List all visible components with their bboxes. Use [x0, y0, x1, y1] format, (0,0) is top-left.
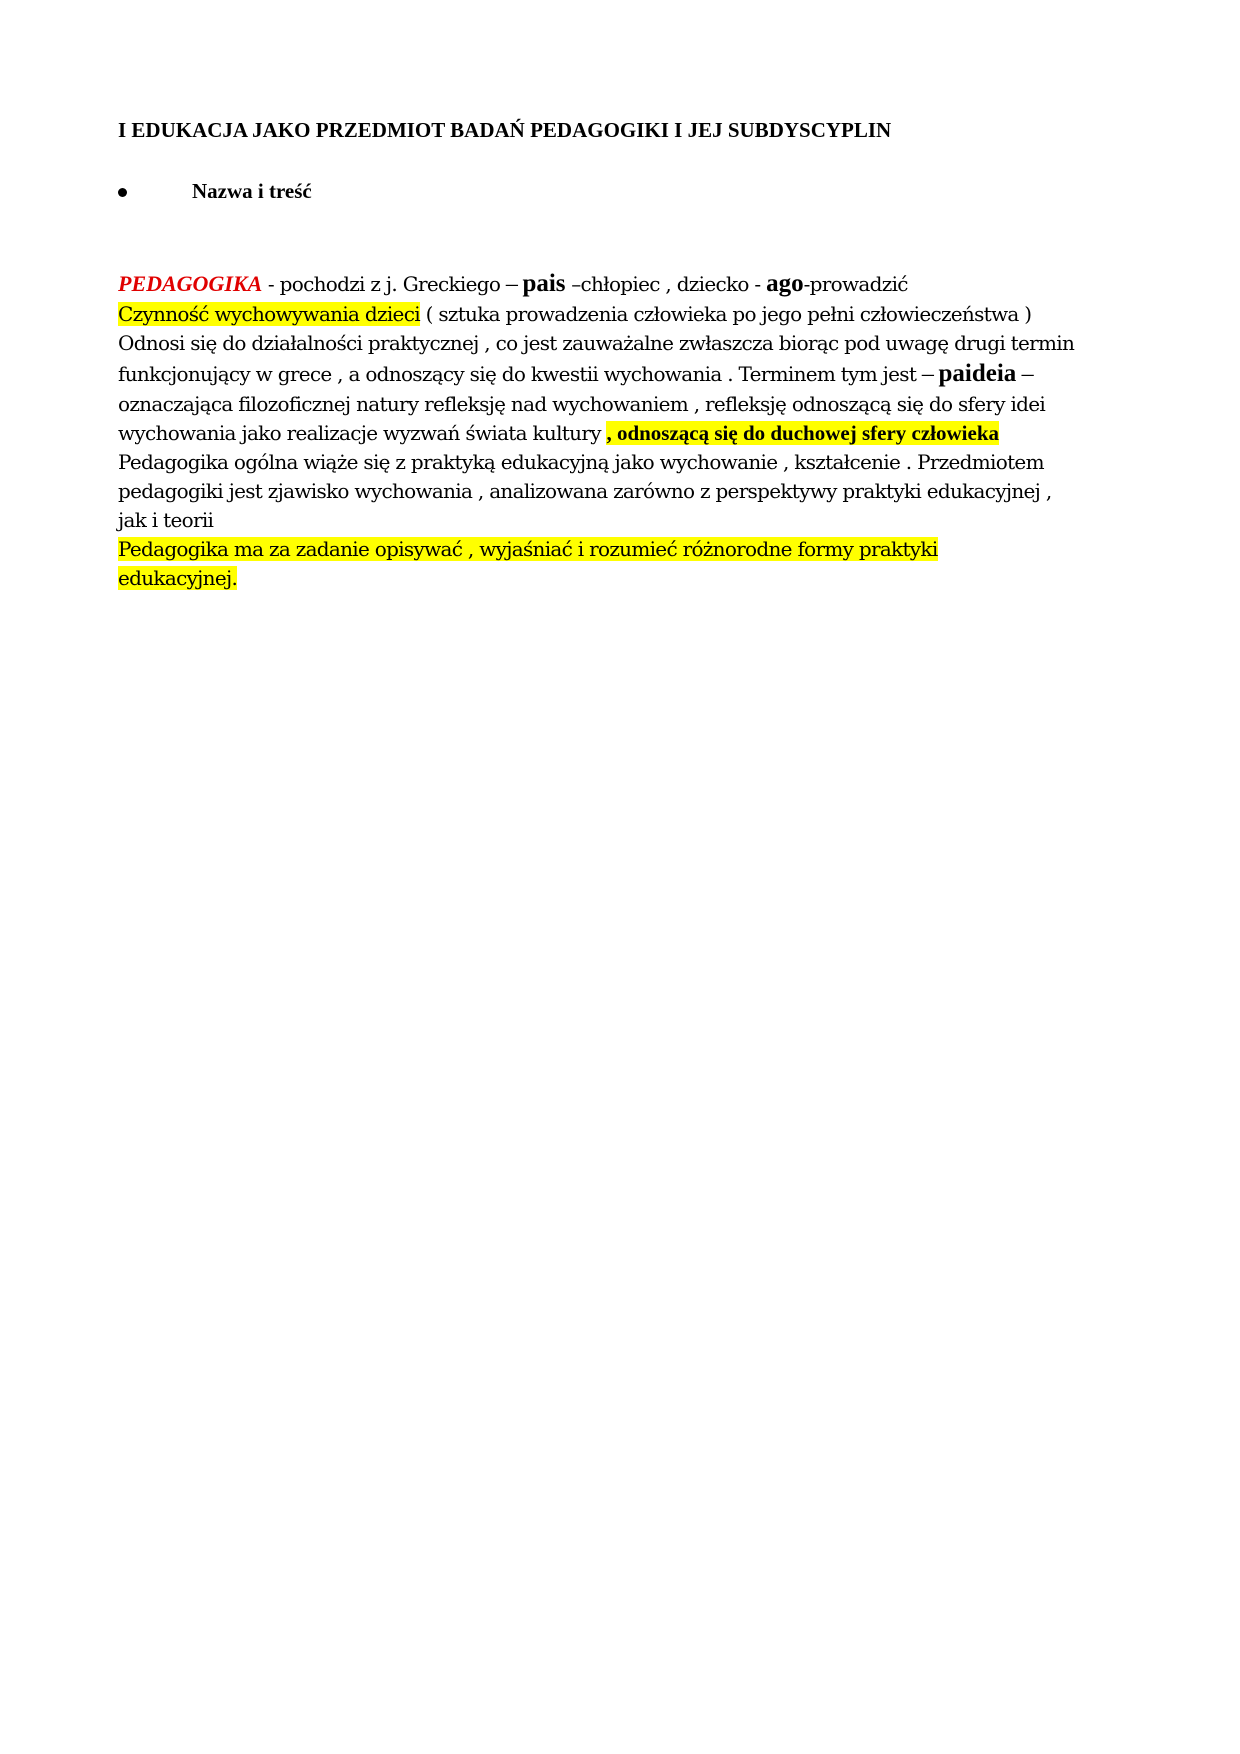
paragraph-line	[118, 268, 1148, 300]
term-pedagogika: PEDAGOGIKA	[118, 271, 263, 296]
paragraph-line	[118, 300, 1148, 329]
document-heading: I EDUKACJA JAKO PRZEDMIOT BADAŃ PEDAGOGIKI I JEJ SUBDYSCYPLIN	[118, 118, 892, 142]
text-run: funkcjonujący w grece , a odnoszący się do kwestii wychowania . Terminem tym jest	[118, 362, 922, 386]
text-run: -prowadzić	[803, 272, 908, 296]
paragraph-line	[118, 419, 1148, 448]
dash: –	[1016, 361, 1033, 387]
paragraph-line: pedagogiki jest zjawisko wychowania , analizowana zarówno z perspektywy praktyki edukacyjnej ,	[118, 479, 1052, 503]
bullet-item-label: Nazwa i treść	[192, 179, 312, 203]
text-run: ( sztuka prowadzenia człowieka po jego pełni człowieczeństwa )	[419, 302, 1032, 326]
highlighted-text: Czynność wychowywania dzieci	[118, 302, 420, 326]
paragraph-line: Odnosi się do działalności praktycznej , co jest zauważalne zwłaszcza biorąc pod uwagę drugi termin	[118, 331, 1075, 355]
highlighted-text: Pedagogika ma za zadanie opisywać , wyjaśniać i rozumieć różnorodne formy praktyki	[118, 537, 938, 561]
paragraph-line: Pedagogika ogólna wiąże się z praktyką edukacyjną jako wychowanie , kształcenie . Przedmiotem	[118, 450, 1044, 474]
body-paragraph	[118, 268, 1148, 593]
term-pais: pais	[522, 270, 566, 297]
highlighted-text: edukacyjnej.	[118, 566, 238, 590]
text-run: –chłopiec , dziecko -	[565, 272, 767, 296]
paragraph-line	[118, 535, 1148, 564]
paragraph-line: jak i teorii	[118, 508, 214, 532]
paragraph-line	[118, 358, 1148, 390]
term-paideia: paideia	[938, 360, 1017, 387]
term-ago: ago	[766, 270, 804, 297]
text-run: wychowania jako realizacje wyzwań świata kultury	[118, 421, 607, 445]
text-run: - pochodzi z j. Greckiego	[262, 272, 506, 296]
dash: –	[505, 271, 523, 297]
paragraph-line	[118, 564, 1148, 593]
paragraph-line: oznaczająca filozoficznej natury refleksję nad wychowaniem , refleksję odnoszącą się do sfery idei	[118, 392, 1046, 416]
dash: –	[921, 361, 939, 387]
bullet-icon	[118, 188, 127, 197]
highlighted-bold-text: , odnoszącą się do duchowej sfery człowieka	[606, 421, 1000, 445]
